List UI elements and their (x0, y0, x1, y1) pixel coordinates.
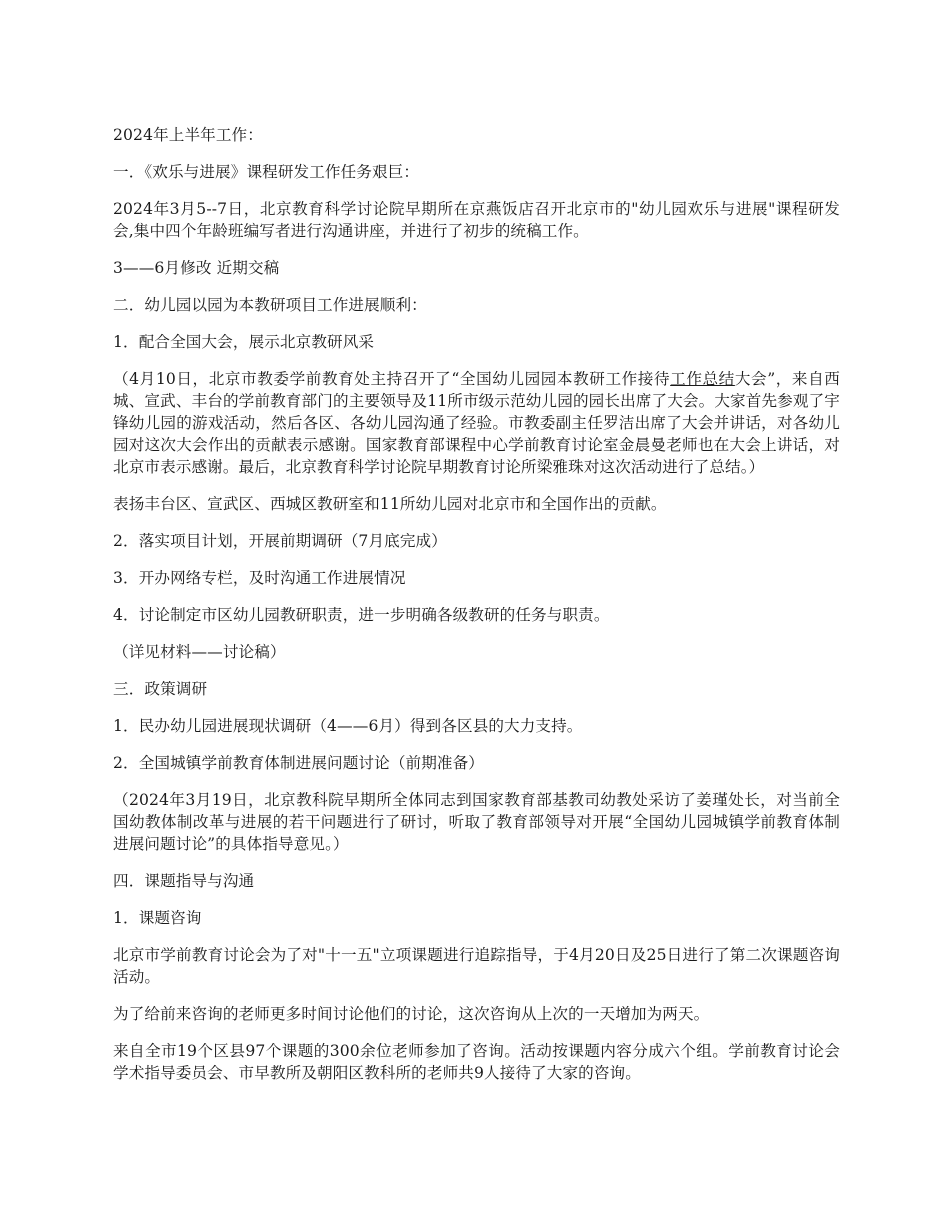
paragraph-ministry-visit: （2024年3月19日，北京教科院早期所全体同志到国家教育部基教司幼教处采访了姜瑾处长，对当前全国幼教体制改革与进展的若干问题进行了研讨，听取了教育部领导对开展“全国幼儿园城镇学前教育体制进展问题讨论”的具体指导意见。） (113, 791, 840, 853)
section-heading-1: 一．《欢乐与进展》课程研发工作任务艰巨： (113, 163, 420, 181)
work-summary-link[interactable]: 工作总结 (670, 370, 735, 388)
paragraph-national-conference (113, 368, 840, 478)
paragraph-see-draft: （详见材料——讨论稿） (113, 643, 286, 661)
section-heading-first-half: 2024年上半年工作： (113, 126, 263, 144)
item-2-3: 3．开办网络专栏，及时沟通工作进展情况 (113, 569, 406, 587)
section-heading-2: 二．幼儿园以园为本教研项目工作进展顺利： (113, 296, 427, 314)
item-2-2: 2．落实项目计划，开展前期调研（7月底完成） (113, 532, 447, 550)
paragraph-consultation-duration: 为了给前来咨询的老师更多时间讨论他们的讨论，这次咨询从上次的一天增加为两天。 (113, 1005, 710, 1023)
paragraph-curriculum-meeting: 2024年3月5--7日，北京教育科学讨论院早期所在京燕饭店召开北京市的"幼儿园欢乐与进展"课程研发会,集中四个年龄班编写者进行沟通讲座，并进行了初步的统稿工作。 (113, 200, 840, 240)
item-2-4: 4．讨论制定市区幼儿园教研职责，进一步明确各级教研的任务与职责。 (113, 606, 610, 624)
paragraph-revision-schedule: 3——6月修改 近期交稿 (113, 259, 280, 277)
paragraph-consultation: 北京市学前教育讨论会为了对"十一五"立项课题进行追踪指导，于4月20日及25日进行了第二次课题咨询活动。 (113, 946, 840, 986)
item-2-1: 1．配合全国大会，展示北京教研风采 (113, 333, 375, 351)
section-heading-4: 四．课题指导与沟通 (113, 872, 255, 890)
item-4-1: 1．课题咨询 (113, 909, 202, 927)
conference-text-start: （4月10日，北京市教委学前教育处主持召开了“全国幼儿园园本教研工作接待 (113, 370, 671, 388)
item-3-1: 1．民办幼儿园进展现状调研（4——6月）得到各区县的大力支持。 (113, 717, 583, 735)
conference-text-end: 大会”，来自西城、宣武、丰台的学前教育部门的主要领导及11所市级示范幼儿园的园长出席了大会。大家首先参观了宇锋幼儿园的游戏活动，然后各区、各幼儿园沟通了经验。市教委副主任罗洁出席了大会并讲话，对各幼儿园对这次大会作出的贡献表示感谢。国家教育部课程中心学前教育讨论室金晨曼老师也在大会上讲话，对北京市表示感谢。最后，北京教育科学讨论院早期教育讨论所梁雅珠对这次活动进行了总结。） (113, 370, 840, 476)
item-3-2: 2．全国城镇学前教育体制进展问题讨论（前期准备） (113, 754, 484, 772)
section-heading-3: 三．政策调研 (113, 680, 208, 698)
paragraph-commendation: 表扬丰台区、宣武区、西城区教研室和11所幼儿园对北京市和全国作出的贡献。 (113, 495, 667, 513)
paragraph-consultation-participants: 来自全市19个区县97个课题的300余位老师参加了咨询。活动按课题内容分成六个组。学前教育讨论会学术指导委员会、市早教所及朝阳区教科所的老师共9人接待了大家的咨询。 (113, 1042, 840, 1082)
